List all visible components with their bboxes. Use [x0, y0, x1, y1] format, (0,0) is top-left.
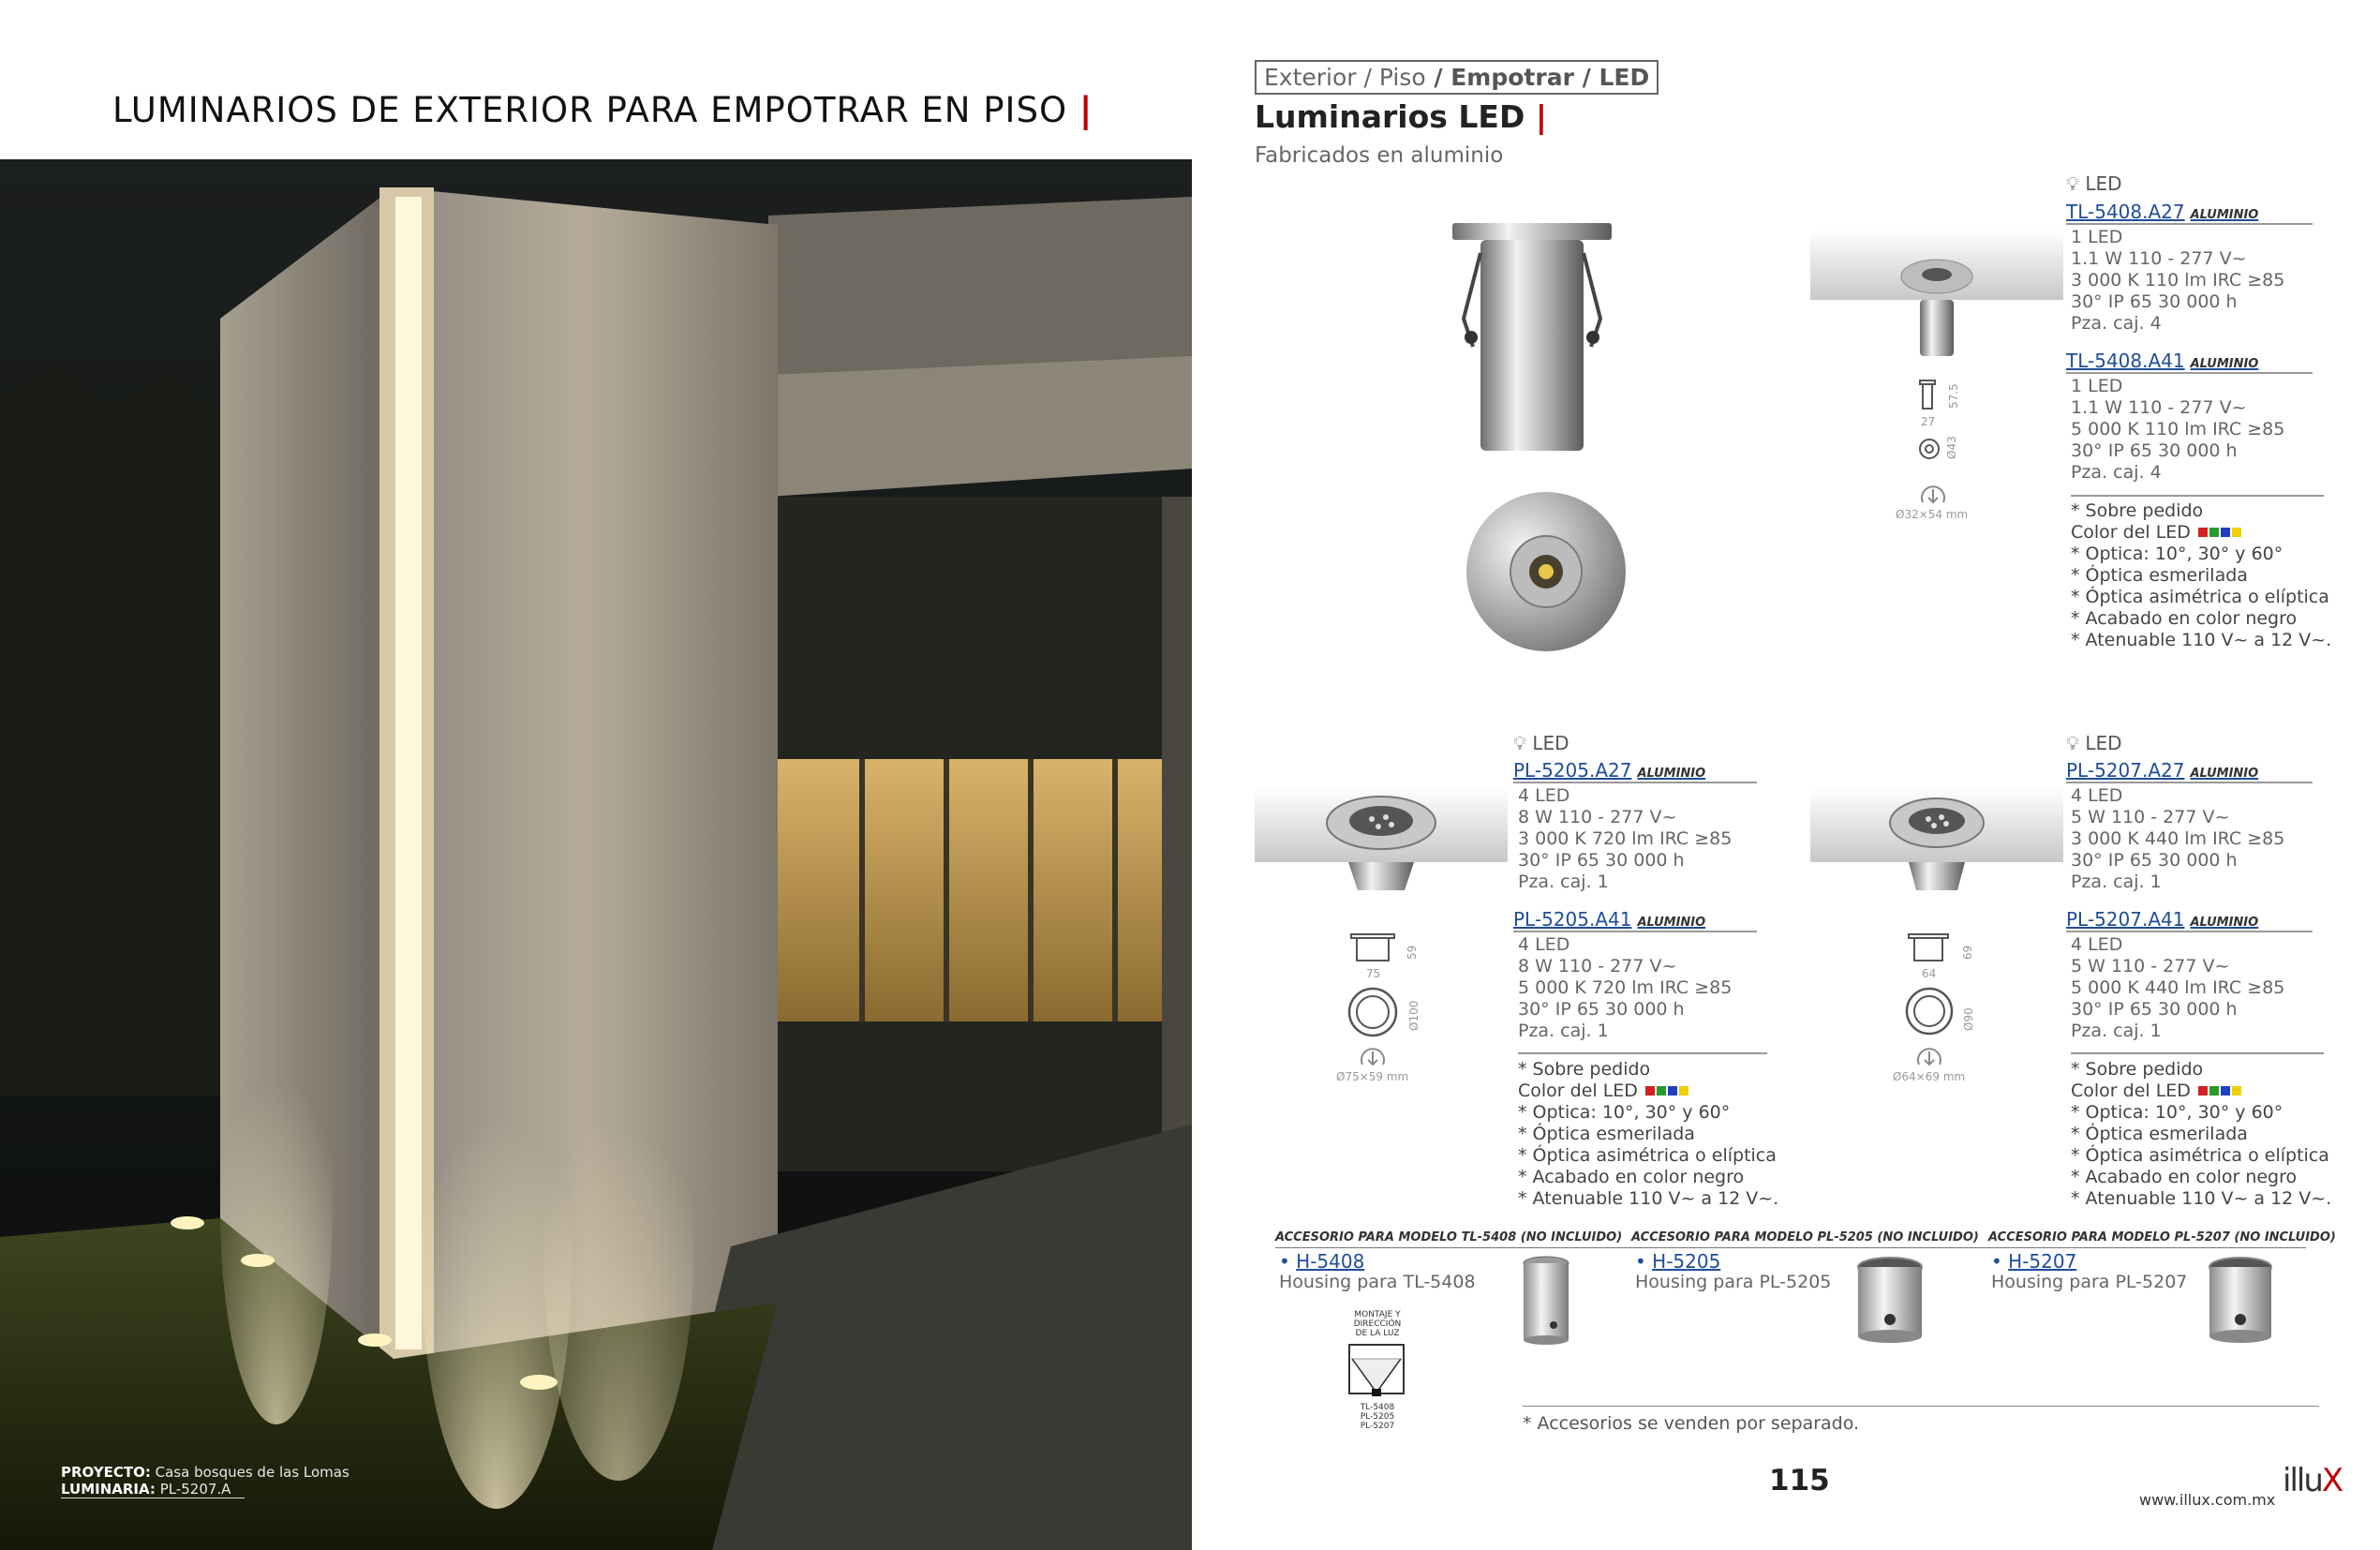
pl5207-a27-model[interactable]: [2066, 759, 2258, 782]
pl5207-cutout-icon: [1915, 1046, 1943, 1068]
note-line: * Sobre pedido: [1518, 1059, 1651, 1080]
montaje-model: PL-5205: [1360, 1412, 1395, 1422]
note-line: Color del LED: [2071, 1081, 2191, 1101]
website-link[interactable]: www.illux.com.mx: [2139, 1491, 2276, 1509]
accessory-divider: [1275, 1247, 2306, 1248]
tl5408-height-dim: 57.5: [1947, 383, 1960, 409]
accessory-model[interactable]: H-5408: [1296, 1250, 1365, 1273]
h5408-link[interactable]: • H-5408: [1279, 1250, 1365, 1273]
led-label: LED: [1532, 732, 1569, 754]
pl5205-installed-photo: [1255, 787, 1508, 900]
page-title-accent: |: [1535, 98, 1547, 135]
notes-divider: [2071, 495, 2324, 497]
note-line: * Optica: 10°, 30° y 60°: [2071, 544, 2283, 564]
pl5207-cutout-dim: Ø64×69 mm: [1893, 1070, 1966, 1083]
spec-line: 5 000 K 440 lm IRC ≥85: [2071, 977, 2285, 998]
spec-line: 4 LED: [2071, 785, 2123, 806]
h5207-desc: Housing para PL-5207: [1991, 1272, 2188, 1292]
pl5205-cutout-dim: Ø75×59 mm: [1336, 1070, 1409, 1083]
bulb-icon: 💡︎: [2066, 172, 2079, 195]
pl5207-side-drawing: [1907, 931, 1950, 965]
page-number: 115: [1769, 1464, 1830, 1498]
red-swatch: [2198, 1086, 2208, 1095]
pl5205-a27-specs: [1518, 785, 1732, 893]
montaje-model: TL-5408: [1360, 1403, 1395, 1412]
spec-line: 4 LED: [2071, 934, 2123, 955]
tl5408-a27-model[interactable]: [2066, 201, 2258, 223]
led-label: LED: [2085, 172, 2122, 195]
note-line: * Sobre pedido: [2071, 1059, 2204, 1080]
spec-line: 30° IP 65 30 000 h: [1518, 999, 1685, 1020]
yellow-swatch: [2232, 528, 2241, 537]
h5205-desc: Housing para PL-5205: [1635, 1272, 1832, 1292]
light-direction-diagram: [1346, 1342, 1408, 1400]
note-line: * Óptica asimétrica o elíptica: [1518, 1145, 1777, 1166]
photo-credit: [61, 1464, 350, 1498]
note-line: * Sobre pedido: [2071, 500, 2204, 521]
yellow-swatch: [2232, 1086, 2241, 1095]
spec-line: 30° IP 65 30 000 h: [2071, 999, 2238, 1020]
pl5205-side-drawing: [1349, 931, 1396, 965]
spec-line: 5 000 K 110 lm IRC ≥85: [2071, 419, 2285, 440]
accessory-heading-pl5207: ACCESORIO PARA MODELO PL-5207 (NO INCLUIDO): [1988, 1230, 2336, 1244]
footer-divider: [1523, 1406, 2319, 1407]
pl5205-cutout-icon: [1359, 1046, 1387, 1068]
led-color-row: [2071, 1081, 2331, 1102]
spec-line: 1.1 W 110 - 277 V~: [2071, 397, 2247, 418]
pl5207-height-dim: 69: [1961, 945, 1974, 960]
red-swatch: [1645, 1086, 1655, 1095]
led-color-row: [2071, 522, 2331, 544]
spec-divider: [2066, 782, 2313, 783]
breadcrumb: [1255, 60, 1659, 95]
spec-line: 30° IP 65 30 000 h: [1518, 850, 1685, 871]
bulb-icon: 💡︎: [1513, 732, 1526, 754]
tl5408-front-photo: [1462, 487, 1630, 656]
left-page-title: [112, 90, 1093, 130]
pl5207-notes: [2071, 1059, 2331, 1210]
pl5207-installed-photo: [1810, 787, 2063, 900]
tl5408-a41-specs: [2071, 376, 2284, 484]
montaje-line: DE LA LUZ: [1355, 1329, 1400, 1338]
spec-divider: [2066, 931, 2313, 932]
spec-line: 8 W 110 - 277 V~: [1518, 807, 1677, 827]
spec-line: 1 LED: [2071, 376, 2123, 396]
title-accent-bar: |: [1078, 90, 1093, 130]
logo-text: illu: [2283, 1462, 2322, 1499]
tl5408-led-tag: [2066, 172, 2122, 195]
project-photo: [0, 159, 1192, 1550]
h5408-desc: Housing para TL-5408: [1279, 1272, 1476, 1292]
project-label: PROYECTO:: [61, 1464, 151, 1481]
pl5205-top-drawing: [1346, 986, 1399, 1038]
material-tag: ALUMINIO: [2190, 357, 2259, 371]
h5207-link[interactable]: • H-5207: [1991, 1250, 2077, 1273]
breadcrumb-plain: Exterior / Piso: [1264, 64, 1426, 91]
montaje-model: PL-5207: [1360, 1422, 1395, 1431]
green-swatch: [1657, 1086, 1666, 1095]
pl5205-a27-model[interactable]: [1513, 759, 1705, 782]
note-line: Color del LED: [1518, 1081, 1638, 1101]
model-code[interactable]: PL-5205.A41: [1513, 908, 1632, 931]
spec-line: 4 LED: [1518, 934, 1570, 955]
note-line: * Óptica asimétrica o elíptica: [2071, 1145, 2329, 1166]
material-tag: ALUMINIO: [2190, 916, 2259, 930]
pl5205-width-dim: 75: [1366, 967, 1381, 980]
page-title: [1255, 98, 1547, 135]
accessory-model[interactable]: H-5207: [2008, 1250, 2077, 1273]
blue-swatch: [1668, 1086, 1677, 1095]
spec-line: 30° IP 65 30 000 h: [2071, 850, 2238, 871]
spec-line: 3 000 K 720 lm IRC ≥85: [1518, 828, 1733, 849]
accessory-heading-pl5205: ACCESORIO PARA MODELO PL-5205 (NO INCLUIDO): [1631, 1230, 1979, 1244]
tl5408-diameter-dim: Ø43: [1945, 436, 1958, 459]
page-subtitle: Fabricados en aluminio: [1255, 143, 1504, 168]
green-swatch: [2209, 1086, 2219, 1095]
note-line: Color del LED: [2071, 522, 2191, 543]
spec-line: Pza. caj. 1: [1518, 1021, 1609, 1041]
fixture-label: LUMINARIA:: [61, 1481, 156, 1498]
breadcrumb-bold: / Empotrar / LED: [1425, 64, 1650, 91]
led-label: LED: [2085, 732, 2122, 754]
model-code[interactable]: PL-5207.A27: [2066, 759, 2185, 782]
accessory-model[interactable]: H-5205: [1652, 1250, 1721, 1273]
notes-divider: [2071, 1052, 2324, 1054]
yellow-swatch: [1679, 1086, 1688, 1095]
spec-divider: [1513, 782, 1757, 783]
spec-divider: [2066, 372, 2313, 374]
pl5207-a41-specs: [2071, 934, 2284, 1042]
spec-line: 5 000 K 720 lm IRC ≥85: [1518, 977, 1733, 998]
spec-line: 3 000 K 110 lm IRC ≥85: [2071, 270, 2285, 291]
h5205-housing-photo: [1855, 1256, 1925, 1346]
material-tag: ALUMINIO: [2190, 767, 2259, 781]
h5408-housing-photo: [1518, 1254, 1574, 1348]
accessory-heading-tl5408: ACCESORIO PARA MODELO TL-5408 (NO INCLUIDO): [1275, 1230, 1623, 1244]
note-line: * Acabado en color negro: [1518, 1167, 1745, 1187]
pl5205-led-tag: [1513, 732, 1569, 754]
spec-line: 1 LED: [2071, 227, 2123, 247]
material-tag: ALUMINIO: [1637, 916, 1706, 930]
tl5408-product-photo: [1443, 216, 1621, 459]
note-line: * Atenuable 110 V~ a 12 V~.: [1518, 1188, 1779, 1209]
note-line: * Atenuable 110 V~ a 12 V~.: [2071, 1188, 2332, 1209]
logo-x: X: [2321, 1462, 2343, 1499]
blue-swatch: [2221, 528, 2230, 537]
blue-swatch: [2221, 1086, 2230, 1095]
spec-line: Pza. caj. 1: [1518, 872, 1609, 892]
pl5205-a41-specs: [1518, 934, 1732, 1042]
spec-line: 5 W 110 - 277 V~: [2071, 956, 2230, 976]
spec-line: Pza. caj. 4: [2071, 313, 2162, 334]
pl5207-diameter-dim: Ø90: [1962, 1007, 1975, 1031]
note-line: * Optica: 10°, 30° y 60°: [1518, 1102, 1731, 1123]
tl5408-a41-model[interactable]: [2066, 350, 2258, 372]
pl5205-height-dim: 59: [1406, 945, 1419, 960]
tl5408-cutout-icon: [1919, 484, 1947, 506]
spec-line: 30° IP 65 30 000 h: [2071, 440, 2238, 461]
spec-line: 5 W 110 - 277 V~: [2071, 807, 2230, 827]
tl5408-a27-specs: [2071, 227, 2284, 335]
led-color-row: [1518, 1081, 1778, 1102]
tl5408-side-drawing: [1914, 377, 1942, 414]
spec-divider: [1513, 931, 1757, 932]
project-value: Casa bosques de las Lomas: [155, 1464, 350, 1481]
spec-line: 1.1 W 110 - 277 V~: [2071, 248, 2247, 269]
tl5408-cutout-dim: Ø32×54 mm: [1896, 508, 1969, 521]
spec-line: Pza. caj. 1: [2071, 1021, 2162, 1041]
pl5207-led-tag: [2066, 732, 2122, 754]
material-tag: ALUMINIO: [1637, 767, 1706, 781]
montaje-line: MONTAJE Y: [1354, 1310, 1401, 1319]
h5207-housing-photo: [2207, 1256, 2274, 1346]
red-swatch: [2198, 528, 2208, 537]
spec-divider: [2066, 223, 2313, 225]
tl5408-notes: [2071, 500, 2331, 651]
pl5207-top-drawing: [1904, 986, 1955, 1036]
pl5207-a41-model[interactable]: [2066, 908, 2258, 931]
spec-line: Pza. caj. 1: [2071, 872, 2162, 892]
h5205-link[interactable]: • H-5205: [1635, 1250, 1721, 1273]
model-code[interactable]: PL-5205.A27: [1513, 759, 1632, 782]
page-title-text: Luminarios LED: [1255, 98, 1525, 135]
pl5205-diameter-dim: Ø100: [1407, 1000, 1421, 1031]
note-line: * Acabado en color negro: [2071, 608, 2298, 629]
note-line: * Óptica esmerilada: [1518, 1124, 1695, 1144]
montaje-models: [1340, 1403, 1415, 1431]
montaje-line: DIRECCIÓN: [1353, 1319, 1402, 1329]
model-code[interactable]: TL-5408.A27: [2066, 201, 2185, 223]
pl5205-a41-model[interactable]: [1513, 908, 1705, 931]
pl5207-width-dim: 64: [1922, 967, 1937, 980]
spec-line: 3 000 K 440 lm IRC ≥85: [2071, 828, 2285, 849]
tl5408-top-drawing: [1917, 437, 1941, 461]
note-line: * Óptica asimétrica o elíptica: [2071, 587, 2329, 607]
notes-divider: [1518, 1052, 1767, 1054]
left-title-text: LUMINARIOS DE EXTERIOR PARA EMPOTRAR EN PISO: [112, 90, 1068, 130]
note-line: * Atenuable 110 V~ a 12 V~.: [2071, 630, 2332, 650]
bulb-icon: 💡︎: [2066, 732, 2079, 754]
spec-line: Pza. caj. 4: [2071, 462, 2162, 483]
montaje-label: [1340, 1310, 1415, 1338]
note-line: * Optica: 10°, 30° y 60°: [2071, 1102, 2283, 1123]
spec-line: 30° IP 65 30 000 h: [2071, 291, 2238, 312]
pl5205-notes: [1518, 1059, 1778, 1210]
tl5408-installed-photo: [1810, 230, 2063, 361]
spec-line: 4 LED: [1518, 785, 1570, 806]
spec-line: 8 W 110 - 277 V~: [1518, 956, 1677, 976]
pl5207-a27-specs: [2071, 785, 2284, 893]
accessory-note: * Accesorios se venden por separado.: [1523, 1413, 1860, 1434]
brand-logo: [2283, 1462, 2342, 1499]
model-code[interactable]: TL-5408.A41: [2066, 350, 2185, 372]
note-line: * Óptica esmerilada: [2071, 565, 2248, 586]
fixture-value: PL-5207.A: [159, 1481, 231, 1498]
material-tag: ALUMINIO: [2190, 208, 2259, 222]
tl5408-width-dim: 27: [1921, 415, 1936, 428]
note-line: * Acabado en color negro: [2071, 1167, 2298, 1187]
green-swatch: [2209, 528, 2219, 537]
model-code[interactable]: PL-5207.A41: [2066, 908, 2185, 931]
note-line: * Óptica esmerilada: [2071, 1124, 2248, 1144]
